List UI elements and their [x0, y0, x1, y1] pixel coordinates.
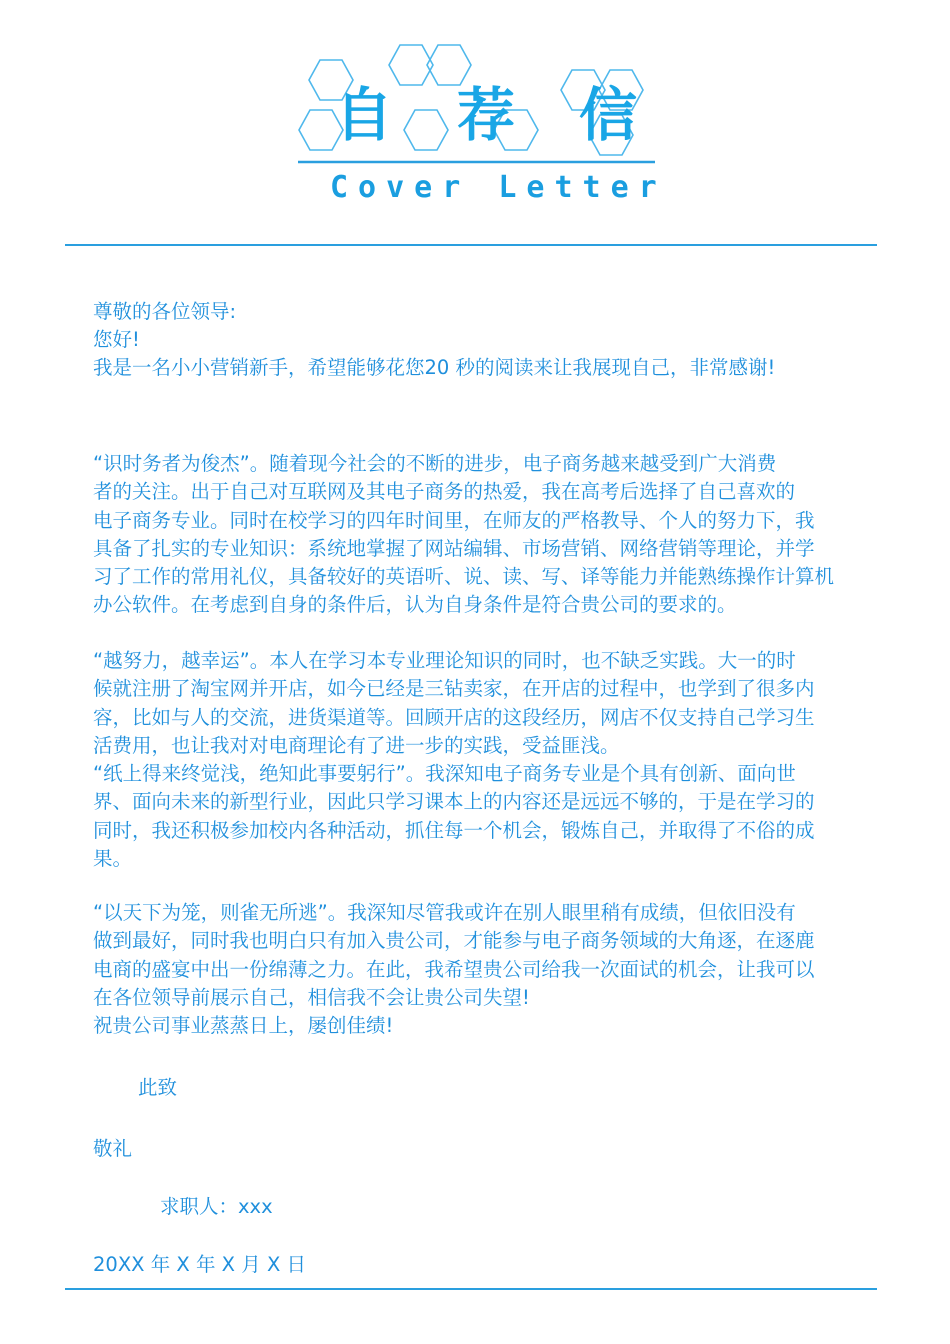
bottom-divider: [65, 1288, 877, 1290]
paragraph-line: 活费用，也让我对对电商理论有了进一步的实践，受益匪浅。: [93, 733, 620, 757]
signature: 求职人：xxx: [160, 1195, 273, 1218]
title-char-3: 信: [578, 81, 639, 149]
paragraph-line: 同时，我还积极参加校内各种活动，抓住每一个机会，锻炼自己，并取得了不俗的成: [93, 818, 815, 842]
paragraph-line: “识时务者为俊杰”。随着现今社会的不断的进步，电子商务越来越受到广大消费: [93, 452, 777, 475]
paragraph-line: 电商的盛宴中出一份绵薄之力。在此，我希望贵公司给我一次面试的机会，让我可以: [93, 957, 815, 981]
greeting-intro: 我是一名小小营销新手，希望能够花您20 秒的阅读来让我展现自己，非常感谢!: [93, 356, 776, 379]
paragraph-line: “越努力，越幸运”。本人在学习本专业理论知识的同时，也不缺乏实践。大一的时: [93, 649, 796, 672]
title-char-1: 自: [334, 81, 395, 149]
paragraph-line: “纸上得来终觉浅，绝知此事要躬行”。我深知电子商务专业是个具有创新、面向世: [93, 762, 796, 786]
date: 20XX 年 X 年 X 月 X 日: [93, 1253, 306, 1276]
page-title: [322, 80, 652, 150]
paragraph-line: 做到最好，同时我也明白只有加入贵公司，才能参与电子商务领域的大角逐，在逐鹿: [93, 929, 815, 953]
paragraph-line: “以天下为笼，则雀无所逃”。我深知尽管我或许在别人眼里稍有成绩，但依旧没有: [93, 901, 796, 924]
paragraph-line: 具备了扎实的专业知识：系统地掌握了网站编辑、市场营销、网络营销等理论，并学: [93, 536, 815, 560]
title-char-2: 荐: [456, 81, 517, 149]
paragraph-line: 界、面向未来的新型行业，因此只学习课本上的内容还是远远不够的，于是在学习的: [93, 790, 815, 814]
paragraph-line: 果。: [93, 847, 133, 871]
paragraph-line: 电子商务专业。同时在校学习的四年时间里，在师友的严格教导、个人的努力下，我: [93, 508, 815, 532]
paragraph-line: 祝贵公司事业蒸蒸日上，屡创佳绩!: [93, 1014, 394, 1038]
paragraph-line: 办公软件。在考虑到自身的条件后，认为自身条件是符合贵公司的要求的。: [93, 593, 737, 617]
paragraph-line: 候就注册了淘宝网并开店，如今已经是三钻卖家，在开店的过程中，也学到了很多内: [93, 677, 815, 701]
subtitle: Cover Letter: [330, 170, 667, 205]
paragraph-line: 容，比如与人的交流，进货渠道等。回顾开店的这段经历，网店不仅支持自己学习生: [93, 705, 815, 729]
paragraph-line: 在各位领导前展示自己，相信我不会让贵公司失望!: [93, 985, 530, 1009]
paragraph-3: [93, 899, 901, 1040]
paragraph-line: 习了工作的常用礼仪，具备较好的英语听、说、读、写、译等能力并能熟练操作计算机: [93, 565, 835, 589]
paragraph-1: [93, 450, 901, 620]
closing-ci-zhi: 此致: [138, 1076, 178, 1099]
paragraph-2: [93, 647, 901, 873]
salutation: 尊敬的各位领导:: [93, 300, 237, 323]
greeting-hello: 您好!: [93, 328, 140, 351]
closing-jing-li: 敬礼: [93, 1137, 133, 1160]
paragraph-line: 者的关注。出于自己对互联网及其电子商务的热爱，我在高考后选择了自己喜欢的: [93, 480, 796, 504]
top-divider: [65, 244, 877, 246]
